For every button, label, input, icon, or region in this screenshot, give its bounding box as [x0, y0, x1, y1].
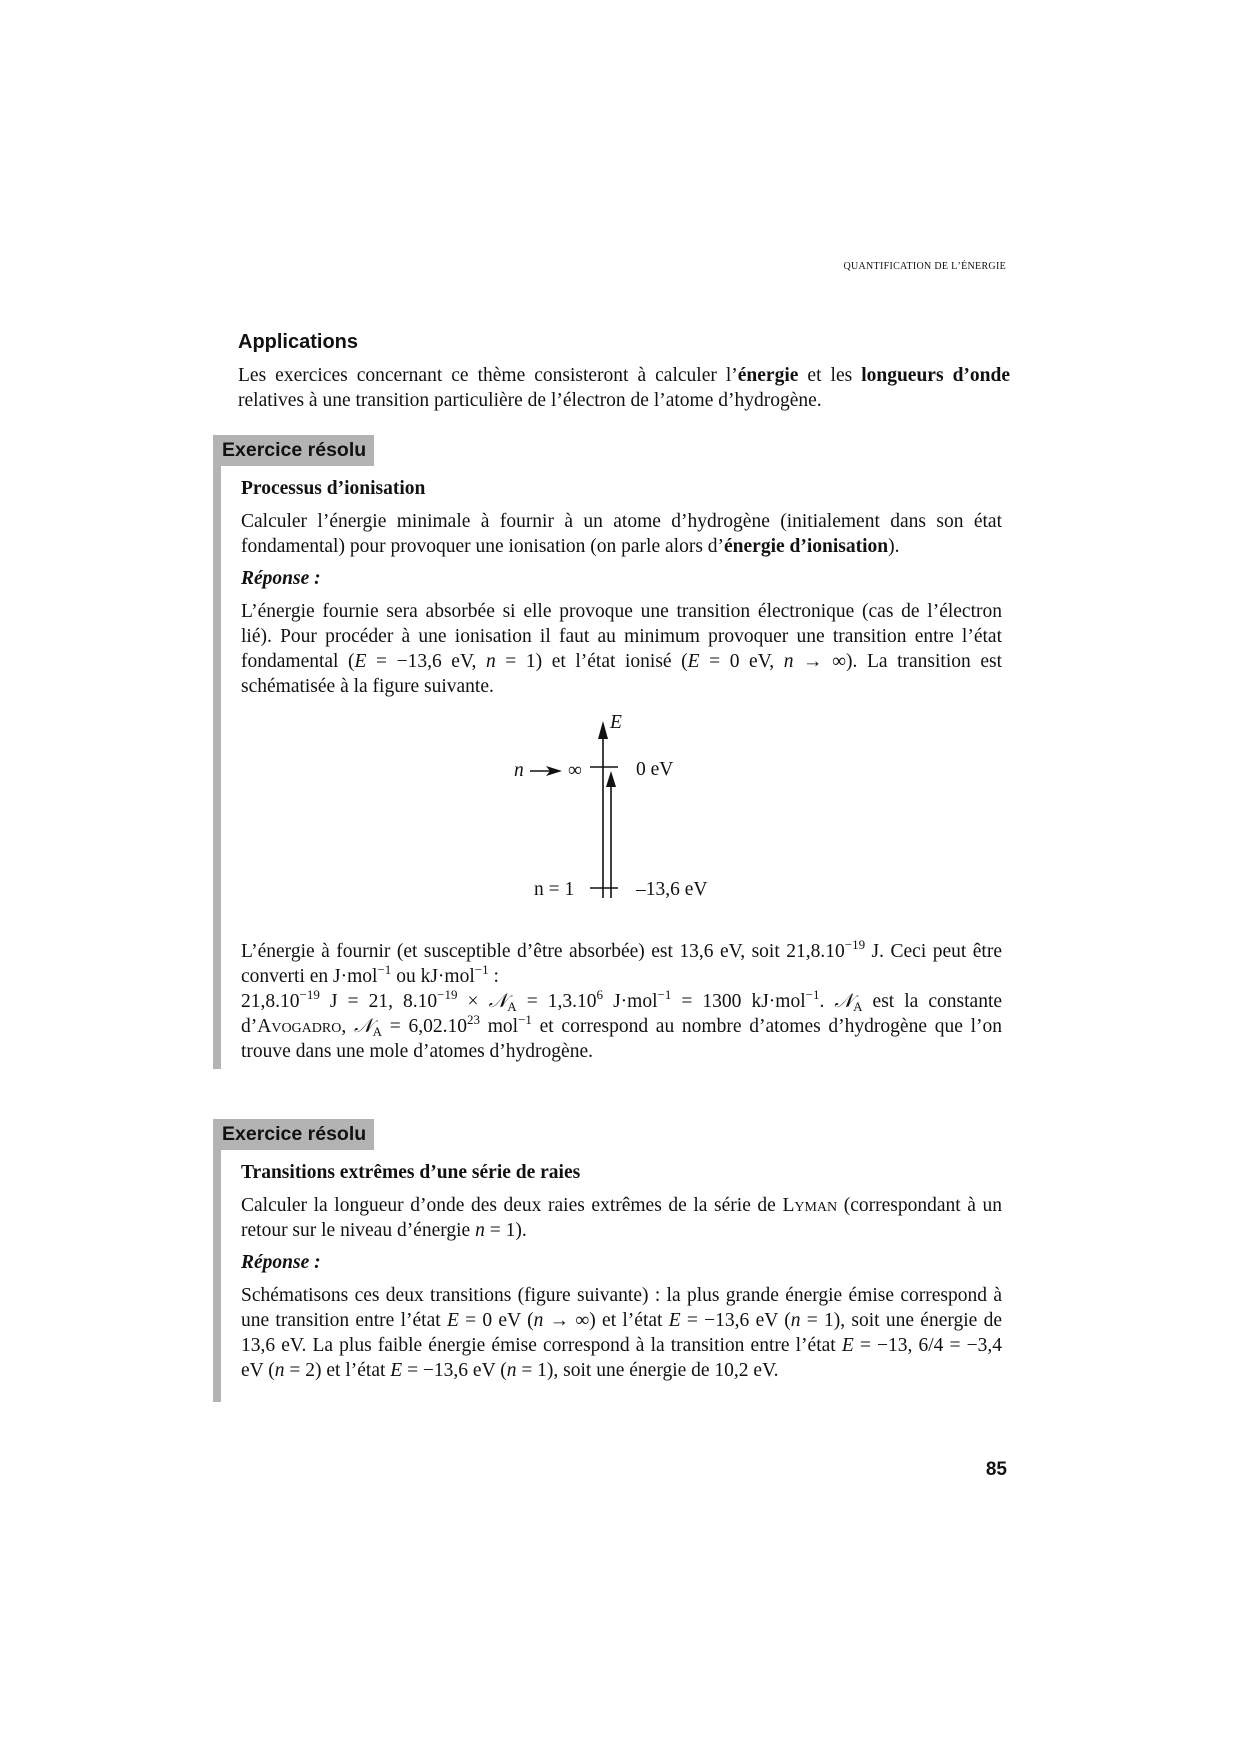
n-label-top: n [514, 760, 524, 781]
intro-paragraph: Les exercices concernant ce thème consisteront à calculer l’énergie et les longueurs d’onde relatives à une transition particulière de l’électron de l’atome d’hydrogène. [238, 365, 1011, 411]
infinity-label: ∞ [568, 760, 582, 781]
exercise-statement: Calculer l’énergie minimale à fournir à un atome d’hydrogène (initialement dans son état fondamental) pour provoquer une ionisation (on parle alors d’énergie d’ionisation). [241, 511, 1002, 557]
energy-axis-arrowhead [598, 721, 608, 739]
exercise-title: Processus d’ionisation [241, 478, 426, 499]
exercise-sidebar [213, 1119, 221, 1402]
exercise-2 [241, 1160, 1002, 1383]
reponse-label: Réponse : [241, 1252, 321, 1273]
answer-paragraph: Schématisons ces deux transitions (figure suivante) : la plus grande énergie émise correspond à une transition entre l’état E = 0 eV (n → ∞) et l’état E = −13,6 eV (n = 1), soit une énergie de 13,6 eV. La plus faible énergie émise correspond à la transition entre l’état E = −13, 6/4 = −3,4 eV (n = 2) et l’état E = −13,6 eV (n = 1), soit une énergie de 10,2 eV. [241, 1285, 1002, 1381]
reponse-label: Réponse : [241, 568, 321, 589]
conclusion-paragraph: L’énergie à fournir (et susceptible d’être absorbée) est 13,6 eV, soit $21,8.10^{-19}$ J. Ceci peut être converti en J·mol$^{-1}$ ou kJ·mol$^{-1}$ : [241, 937, 1002, 987]
exercise-statement: Calculer la longueur d’onde des deux raies extrêmes de la série de Lyman (correspondant à un retour sur le niveau d’énergie n = 1). [241, 1195, 1003, 1241]
level-n1-left-label: n = 1 [534, 879, 575, 900]
exercise-1 [241, 476, 1002, 699]
section-title: Applications [238, 331, 359, 353]
exercise-tag: Exercice résolu [213, 1119, 374, 1150]
exercise-1-conclusion [241, 939, 1002, 1064]
exercise-tag: Exercice résolu [213, 435, 374, 466]
energy-axis-label: E [610, 712, 622, 733]
running-header: Quantification de l’énergie [843, 258, 1006, 273]
transition-arrowhead [606, 771, 616, 787]
answer-paragraph: L’énergie fournie sera absorbée si elle provoque une transition électronique (cas de l’électron lié). Pour procéder à une ionisation il faut au minimum provoquer une transition entre l’état fondamental (E = −13,6 eV, n = 1) et l’état ionisé (E = 0 eV, n → ∞). La transition est schématisée à la figure suivante. [241, 601, 1002, 697]
avogadro-paragraph: $21,8.10^{-19}$ J = 21, $8.10^{-19}$ × 𝒩$_A$ = $1,3.10^6$ J·mol$^{-1}$ = 1300 kJ·mol$^{-1}$. 𝒩$_A$ est la constante d’Avogadro, 𝒩$_A$ = $6,02.10^{23}$ mol$^{-1}$ et correspond au nombre d’atomes d’hydrogène que l’on trouve dans une mole d’atomes d’hydrogène. [241, 987, 1003, 1062]
exercise-sidebar [213, 435, 221, 1069]
energy-level-diagram [440, 712, 760, 905]
level-n1-energy-label: –13,6 eV [636, 879, 708, 900]
level-0ev-label: 0 eV [636, 759, 674, 780]
diagram-lines [440, 715, 760, 905]
page-number: 85 [985, 1459, 1007, 1480]
exercise-title: Transitions extrêmes d’une série de raies [241, 1162, 581, 1183]
